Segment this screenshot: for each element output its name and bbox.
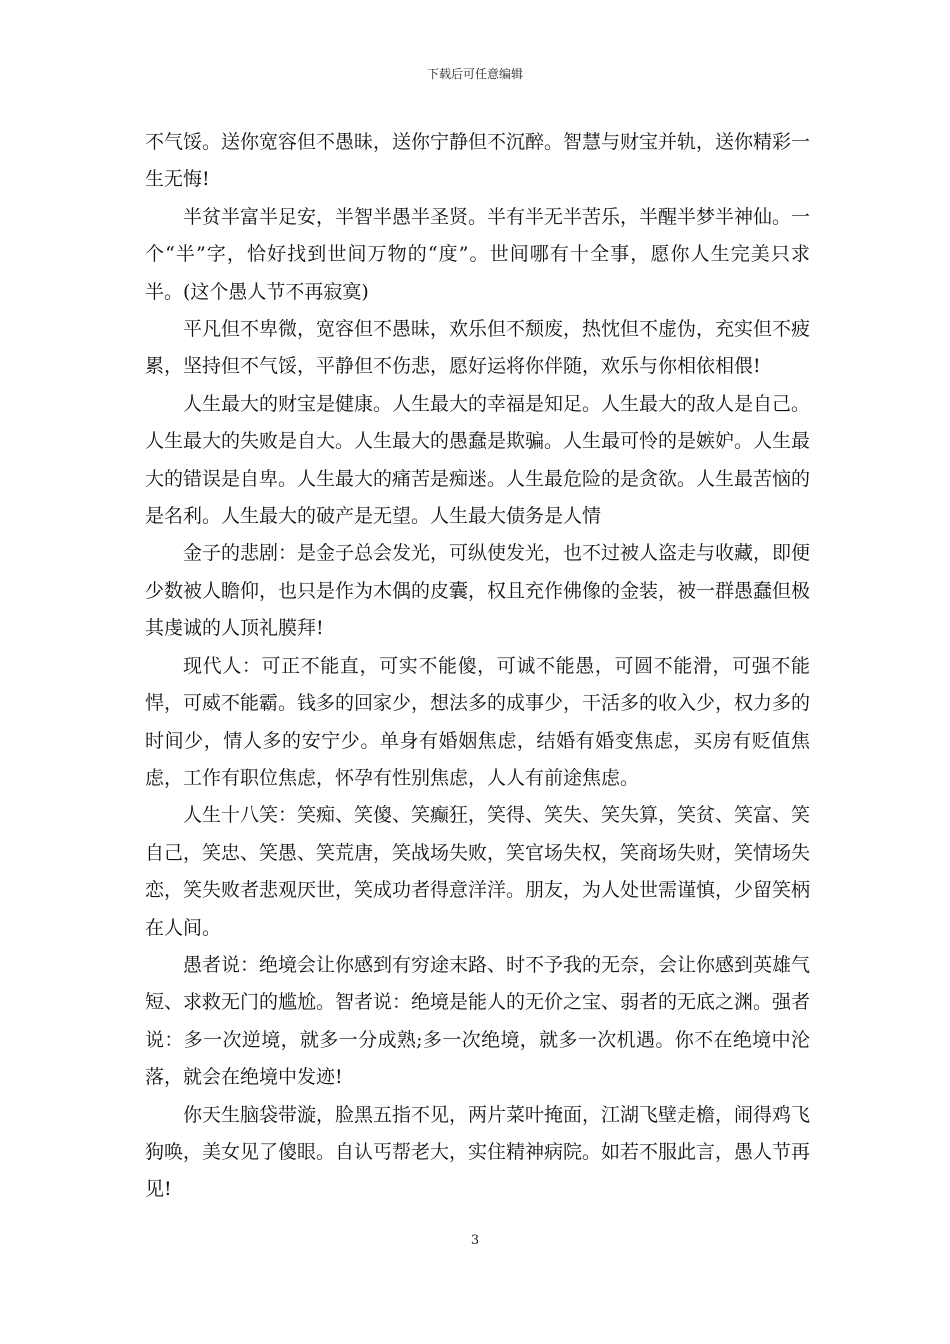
paragraph-4: 人生最大的财宝是健康。人生最大的幸福是知足。人生最大的敌人是自己。人生最大的失败是自大。人生最大的愚蠢是欺骗。人生最可怜的是嫉妒。人生最大的错误是自卑。人生最大的痛苦是痴迷。人生最危险的是贪欲。人生最苦恼的是名利。人生最大的破产是无望。人生最大债务是人情 — [145, 392, 811, 528]
paragraph-7: 人生十八笑：笑痴、笑傻、笑癫狂，笑得、笑失、笑失算，笑贫、笑富、笑自己，笑忠、笑愚、笑荒唐，笑战场失败，笑官场失权，笑商场失财，笑情场失恋，笑失败者悲观厌世，笑成功者得意洋洋。朋友，为人处世需谨慎，少留笑柄在人间。 — [145, 804, 811, 939]
page-number: 3 — [470, 1233, 480, 1248]
paragraph-8: 愚者说：绝境会让你感到有穷途末路、时不予我的无奈，会让你感到英雄气短、求救无门的尴尬。智者说：绝境是能人的无价之宝、弱者的无底之渊。强者说：多一次逆境，就多一分成熟;多一次绝境，就多一次机遇。你不在绝境中沦落，就会在绝境中发迹! — [145, 953, 811, 1089]
page-header: 下载后可任意编辑 — [426, 67, 523, 81]
paragraph-1: 不气馁。送你宽容但不愚昧，送你宁静但不沉醉。智慧与财宝并轨，送你精彩一生无悔! — [145, 131, 811, 191]
document-body — [145, 124, 810, 1209]
paragraph-9: 你天生脑袋带漩，脸黑五指不见，两片菜叶掩面，江湖飞壁走檐，闹得鸡飞狗唤，美女见了傻眼。自认丐帮老大，实住精神病院。如若不服此言，愚人节再见! — [145, 1103, 811, 1201]
paragraph-6: 现代人：可正不能直，可实不能傻，可诚不能愚，可圆不能滑，可强不能悍，可威不能霸。钱多的回家少，想法多的成事少，干活多的收入少，权力多的时间少，情人多的安宁少。单身有婚姻焦虑，结婚有婚变焦虑，买房有贬值焦虑，工作有职位焦虑，怀孕有性别焦虑，人人有前途焦虑。 — [145, 654, 811, 789]
paragraph-2: 半贫半富半足安，半智半愚半圣贤。半有半无半苦乐，半醒半梦半神仙。一个“半”字，恰好找到世间万物的“度”。世间哪有十全事，愿你人生完美只求半。(这个愚人节不再寂寞) — [145, 205, 811, 303]
paragraph-3: 平凡但不卑微，宽容但不愚昧，欢乐但不颓废，热忱但不虚伪，充实但不疲累，坚持但不气馁，平静但不伤悲，愿好运将你伴随，欢乐与你相依相偎! — [145, 318, 811, 378]
paragraph-5: 金子的悲剧：是金子总会发光，可纵使发光，也不过被人盗走与收藏，即便少数被人瞻仰，也只是作为木偶的皮囊，权且充作佛像的金装，被一群愚蠢但极其虔诚的人顶礼膜拜! — [145, 542, 811, 640]
